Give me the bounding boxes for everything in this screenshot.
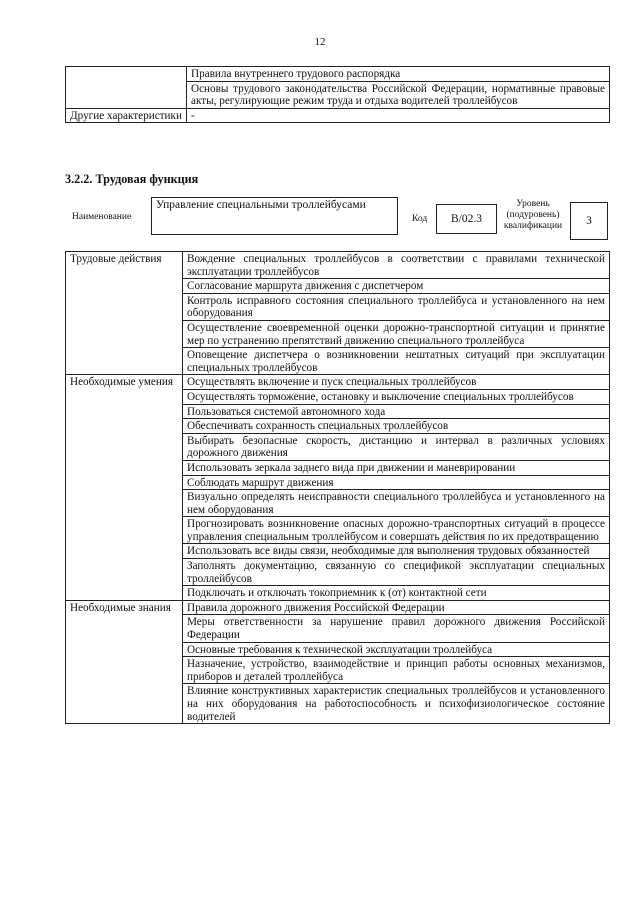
row-item: Обеспечивать сохранность специальных троллейбусов [183, 419, 610, 434]
row-item: Прогнозировать возникновение опасных дорожно-транспортных ситуаций в процессе управления специальным троллейбусом и совершать действия по их предотвращению [183, 517, 610, 544]
row-item: Основы трудового законодательства Российской Федерации, нормативные правовые акты, регулирующие режим труда и отдыха водителей троллейбусов [187, 81, 610, 108]
row-item: Вождение специальных троллейбусов в соответствии с правилами технической эксплуатации троллейбусов [183, 252, 610, 279]
row-item: Заполнять документацию, связанную со спецификой эксплуатации специальных троллейбусов [183, 559, 610, 586]
row-item: Правила дорожного движения Российской Федерации [183, 600, 610, 615]
row-item: Меры ответственности за нарушение правил дорожного движения Российской Федерации [183, 615, 610, 642]
row-item: Основные требования к технической эксплуатации троллейбуса [183, 642, 610, 657]
row-item: Согласование маршрута движения с диспетчером [183, 279, 610, 294]
function-header [65, 196, 610, 240]
row-label [66, 67, 187, 109]
row-item: Влияние конструктивных характеристик специальных троллейбусов и установленного на них оборудования на работоспособность и психофизиологическое состояние водителей [183, 684, 610, 724]
row-label: Необходимые знания [66, 600, 183, 723]
page-number: 12 [314, 36, 326, 48]
row-item: Осуществление своевременной оценки дорожно-транспортной ситуации и принятие мер по устранению препятствий движению специального троллейбуса [183, 320, 610, 347]
table-row [66, 67, 610, 82]
section-title: 3.2.2. Трудовая функция [65, 172, 199, 186]
name-value: Управление специальными троллейбусами [151, 197, 398, 235]
name-label: Наименование [72, 212, 132, 222]
table-row [66, 252, 610, 279]
code-label: Код [412, 214, 428, 224]
row-item: Правила внутреннего трудового распорядка [187, 67, 610, 82]
row-item: Выбирать безопасные скорость, дистанцию и интервал в различных условиях дорожного движения [183, 433, 610, 460]
row-item: Пользоваться системой автономного хода [183, 404, 610, 419]
row-item: Контроль исправного состояния специального троллейбуса и установленного на нем оборудования [183, 293, 610, 320]
table-row [66, 600, 610, 615]
row-item: Использовать все виды связи, необходимые для выполнения трудовых обязанностей [183, 544, 610, 559]
row-item: Осуществлять торможение, остановку и выключение специальных троллейбусов [183, 389, 610, 404]
main-table [65, 251, 610, 724]
level-value: 3 [570, 202, 608, 240]
table-row [66, 108, 610, 123]
row-item: Визуально определять неисправности специального троллейбуса и установленного на нем оборудования [183, 490, 610, 517]
row-item: Использовать зеркала заднего вида при движении и маневрировании [183, 460, 610, 475]
row-item: Подключать и отключать токоприемник к (от) контактной сети [183, 586, 610, 601]
row-item: Оповещение диспетчера о возникновении нештатных ситуаций при эксплуатации специальных троллейбусов [183, 348, 610, 375]
row-item: Назначение, устройство, взаимодействие и принцип работы основных механизмов, приборов и деталей троллейбуса [183, 657, 610, 684]
table-row [66, 375, 610, 390]
row-label: Другие характеристики [66, 108, 187, 123]
row-item: Соблюдать маршрут движения [183, 475, 610, 490]
code-value: B/02.3 [436, 204, 497, 234]
row-label: Трудовые действия [66, 252, 183, 375]
row-item: - [187, 108, 610, 123]
row-item: Осуществлять включение и пуск специальных троллейбусов [183, 375, 610, 390]
top-table [65, 66, 610, 123]
level-label: Уровень (подуровень) квалификации [503, 199, 563, 231]
row-label: Необходимые умения [66, 375, 183, 601]
